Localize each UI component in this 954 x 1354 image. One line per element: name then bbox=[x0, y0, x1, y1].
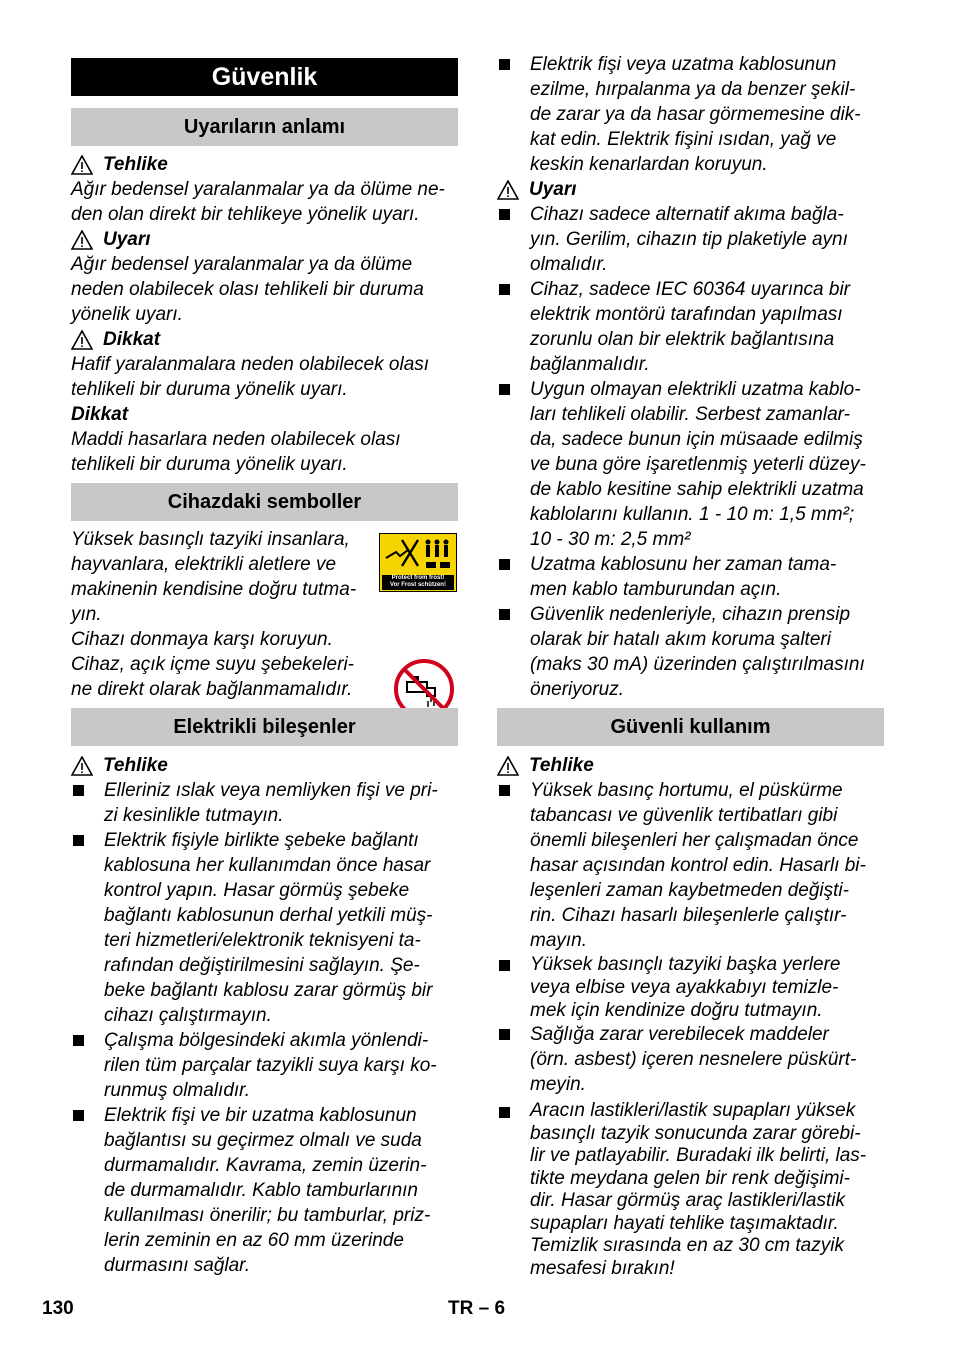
text-line: yönelik uyarı. bbox=[71, 304, 183, 325]
no-spray-people-icon bbox=[382, 536, 454, 574]
warning-label: Tehlike bbox=[103, 154, 168, 175]
list-item: Elektrik fişi veya uzatma kablosunun ezilme, hırpalanma ya da benzer şekil- de zarar ya da hasar görmemesine dik- kat edin. Elektrik fişini ısıdan, yağ ve keskin kenarlardan koruyun. bbox=[497, 52, 884, 177]
text-line: yın. bbox=[71, 604, 102, 625]
list-item: Elektrik fişiyle birlikte şebeke bağlantı kablosuna her kullanımdan önce hasar kontrol yapın. Hasar görmüş şebeke bağlantı kablosunun derhal yetkili müş- teri hizmetleri/elektronik teknisyeni ta- rafından değiştirilmesini sağlayın. Şe- beke bağlantı kablosu zarar görmüş bir cihazı çalıştırmayın. bbox=[71, 828, 458, 1028]
label-text: Protect from frost! bbox=[391, 575, 445, 581]
warning-triangle-icon bbox=[71, 330, 93, 350]
warning-label: Dikkat bbox=[71, 404, 129, 425]
warning-triangle-icon bbox=[497, 756, 519, 776]
bullet-square-icon bbox=[73, 835, 84, 846]
list-item: Cihazı sadece alternatif akıma bağla- yın. Gerilim, cihazın tip plaketiyle aynı olmalıdır. bbox=[497, 202, 884, 277]
bullet-square-icon bbox=[73, 785, 84, 796]
warning-label: Uyarı bbox=[103, 229, 151, 250]
warning-block-notice bbox=[71, 402, 458, 477]
list-item: Yüksek basınçlı tazyiki başka yerlere veya elbise veya ayakkabıyı temizle- mek için kendinize doğru tutmayın. bbox=[497, 953, 884, 1022]
section-heading-warnings: Uyarıların anlamı bbox=[71, 108, 458, 146]
bullet-square-icon bbox=[499, 384, 510, 395]
text-line: neden olabilecek olası tehlikeli bir duruma bbox=[71, 279, 424, 300]
warning-label: Tehlike bbox=[103, 755, 168, 776]
list-item: Cihaz, sadece IEC 60364 uyarınca bir elektrik montörü tarafından yapılması zorunlu olan bir elektrik bağlantısına bağlanmalıdır. bbox=[497, 277, 884, 377]
bullet-square-icon bbox=[73, 1035, 84, 1046]
list-item: Aracın lastikleri/lastik supapları yüksek basınçlı tazyik sonucunda zarar görebi- lir ve patlayabilir. Buradaki ilk belirti, las- tikte meydana gelen bir renk değişimi- dir. Hasar görmüş araç lastikleri/lastik supapları hayati tehlike taşımaktadır. Temizlik sırasında en az 30 cm tazyik mesafesi bırakın! bbox=[497, 1100, 884, 1280]
text-line: hayvanlara, elektrikli aletlere ve bbox=[71, 554, 337, 575]
bullet-square-icon bbox=[499, 960, 510, 971]
bullet-square-icon bbox=[499, 1029, 510, 1040]
text-line: Hafif yaralanmalara neden olabilecek olası bbox=[71, 354, 430, 375]
device-warning-label bbox=[379, 533, 457, 592]
text-line: tehlikeli bir duruma yönelik uyarı. bbox=[71, 454, 348, 475]
bullet-square-icon bbox=[499, 59, 510, 70]
text-line: Ağır bedensel yaralanmalar ya da ölüme bbox=[71, 254, 413, 275]
warning-label: Dikkat bbox=[103, 329, 161, 350]
list-item: Uzatma kablosunu her zaman tama- men kablo tamburundan açın. bbox=[497, 552, 884, 602]
bullet-square-icon bbox=[499, 1107, 510, 1118]
warning-block-caution bbox=[71, 327, 458, 402]
label-text: Vor Frost schützen! bbox=[390, 582, 446, 588]
warning-triangle-icon bbox=[71, 756, 93, 776]
list-item: Yüksek basınç hortumu, el püskürme tabancası ve güvenlik tertibatları gibi önemli bileşenleri her çalışmadan önce hasar açısından kontrol edin. Hasarlı bi- leşenleri zaman kaybetmeden değişti- rin. Cihazı hasarlı bileşenlerle çalıştır- mayın. bbox=[497, 778, 884, 953]
text-line: Ağır bedensel yaralanmalar ya da ölüme ne- bbox=[71, 179, 445, 200]
page-label: TR – 6 bbox=[448, 1298, 506, 1319]
section-heading-safe-use: Güvenli kullanım bbox=[497, 708, 884, 746]
text-line: Maddi hasarlara neden olabilecek olası bbox=[71, 429, 401, 450]
text-line: makinenin kendisine doğru tutma- bbox=[71, 579, 357, 600]
bullet-square-icon bbox=[499, 559, 510, 570]
warning-triangle-icon bbox=[71, 155, 93, 175]
text-line: tehlikeli bir duruma yönelik uyarı. bbox=[71, 379, 348, 400]
bullet-square-icon bbox=[499, 785, 510, 796]
list-item: Elleriniz ıslak veya nemliyken fişi ve pri- zi kesinlikle tutmayın. bbox=[71, 778, 458, 828]
bullet-square-icon bbox=[73, 1110, 84, 1121]
list-item: Güvenlik nedenleriyle, cihazın prensip olarak bir hatalı akım koruma şalteri (maks 30 mA) üzerinden çalıştırılmasını öneriyoruz. bbox=[497, 602, 884, 702]
list-item: Sağlığa zarar verebilecek maddeler (örn. asbest) içeren nesnelere püskürt- meyin. bbox=[497, 1022, 884, 1097]
label-text-area bbox=[382, 575, 454, 590]
list-item: Uygun olmayan elektrikli uzatma kablo- ları tehlikeli olabilir. Serbest zamanlar- da, sadece bunun için müsaade edilmiş ve buna göre işaretlenmiş yeterli düzey- de kablo kesitine sahip elektrikli uzatma kablolarını kullanın. 1 - 10 m: 1,5 mm²; 10 - 30 m: 2,5 mm² bbox=[497, 377, 884, 552]
section-heading-symbols: Cihazdaki semboller bbox=[71, 483, 458, 521]
list-item: Elektrik fişi ve bir uzatma kablosunun bağlantısı su geçirmez olmalı ve suda durmamalıdır. Kavrama, zemin üzerin- de durmamalıdır. Kablo tamburlarının kullanılması önerilir; bu tamburlar, priz- lerin zeminin en az 60 mm üzerinde durmasını sağlar. bbox=[71, 1103, 458, 1278]
warning-label: Uyarı bbox=[529, 179, 577, 200]
page-title: Güvenlik bbox=[71, 58, 458, 96]
warning-label: Tehlike bbox=[529, 755, 594, 776]
list-item: Çalışma bölgesindeki akımla yönlendi- rilen tüm parçalar tazyikli suya karşı ko- runmuş olmalıdır. bbox=[71, 1028, 458, 1103]
warning-block-warning bbox=[71, 227, 458, 327]
text-line: Cihazı donmaya karşı koruyun. bbox=[71, 629, 333, 650]
bullet-square-icon bbox=[499, 609, 510, 620]
page-number: 130 bbox=[42, 1298, 74, 1319]
bullet-square-icon bbox=[499, 284, 510, 295]
section-heading-electrical: Elektrikli bileşenler bbox=[71, 708, 458, 746]
warning-block-danger bbox=[71, 152, 458, 227]
text-line: ne direkt olarak bağlanmamalıdır. bbox=[71, 679, 353, 700]
bullet-square-icon bbox=[499, 209, 510, 220]
text-line: den olan direkt bir tehlikeye yönelik uyarı. bbox=[71, 204, 420, 225]
right-top-block bbox=[497, 52, 884, 702]
electrical-danger-block bbox=[71, 753, 458, 1278]
warning-triangle-icon bbox=[497, 180, 519, 200]
warning-triangle-icon bbox=[71, 230, 93, 250]
text-line: Cihaz, açık içme suyu şebekeleri- bbox=[71, 654, 354, 675]
safe-use-block bbox=[497, 753, 884, 1280]
text-line: Yüksek basınçlı tazyiki insanlara, bbox=[71, 529, 350, 550]
